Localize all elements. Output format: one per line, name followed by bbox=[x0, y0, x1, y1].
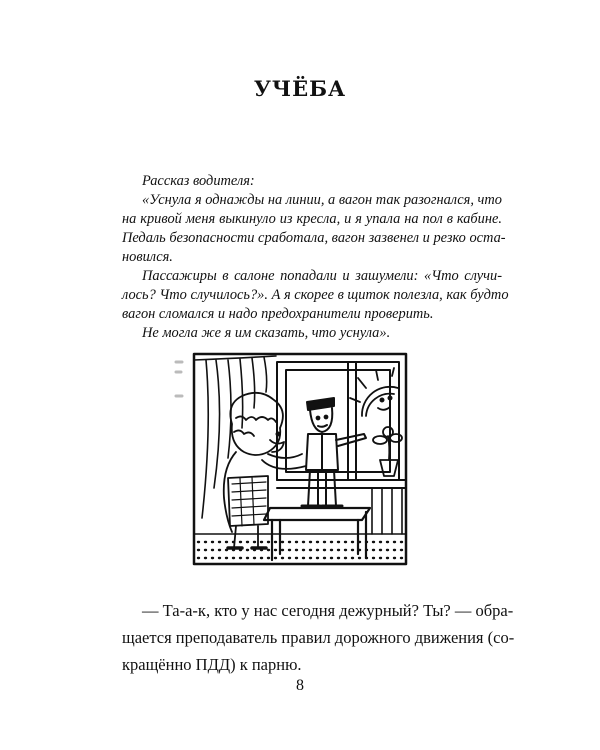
body-paragraph bbox=[122, 597, 515, 678]
curtain bbox=[194, 356, 276, 518]
body-line: — Та-а-к, кто у нас сегодня дежурный? Ты? — обра- bbox=[142, 601, 514, 620]
story-line: Не могла же я им сказать, что уснула». bbox=[142, 325, 391, 341]
window bbox=[277, 362, 406, 488]
page-title: УЧЁБА bbox=[253, 76, 347, 101]
story-line: «Уснула я однажды на линии, а вагон так разогнался, что bbox=[142, 192, 502, 208]
body-line: щается преподаватель правил дорожного движения (со- bbox=[122, 628, 515, 647]
story-line: Пассажиры в салоне попадали и зашумели: «Что случи- bbox=[142, 268, 502, 284]
story-line: лось? Что случилось?». А я скорее в щиток полезла, как будто bbox=[122, 287, 509, 303]
story-quote bbox=[122, 172, 509, 343]
illustration-frame bbox=[194, 354, 406, 564]
story-line: вагон сломался и надо предохранители проверить. bbox=[122, 306, 434, 322]
body-line: кращённо ПДД) к парню. bbox=[122, 655, 302, 674]
cartoon-illustration bbox=[172, 348, 412, 570]
potted-plant-icon bbox=[373, 427, 402, 476]
woman-figure bbox=[224, 393, 306, 548]
floor-pattern bbox=[198, 542, 402, 558]
page-number: 8 bbox=[296, 677, 304, 694]
story-line: на кривой меня выкинуло из кресла, и я упала на пол в кабине. bbox=[122, 211, 502, 227]
story-line: новился. bbox=[122, 249, 173, 265]
story-line: Педаль безопасности сработала, вагон зазвенел и резко оста- bbox=[122, 230, 506, 246]
story-line: Рассказ водителя: bbox=[142, 173, 255, 189]
bleed-through-marks bbox=[176, 362, 182, 396]
